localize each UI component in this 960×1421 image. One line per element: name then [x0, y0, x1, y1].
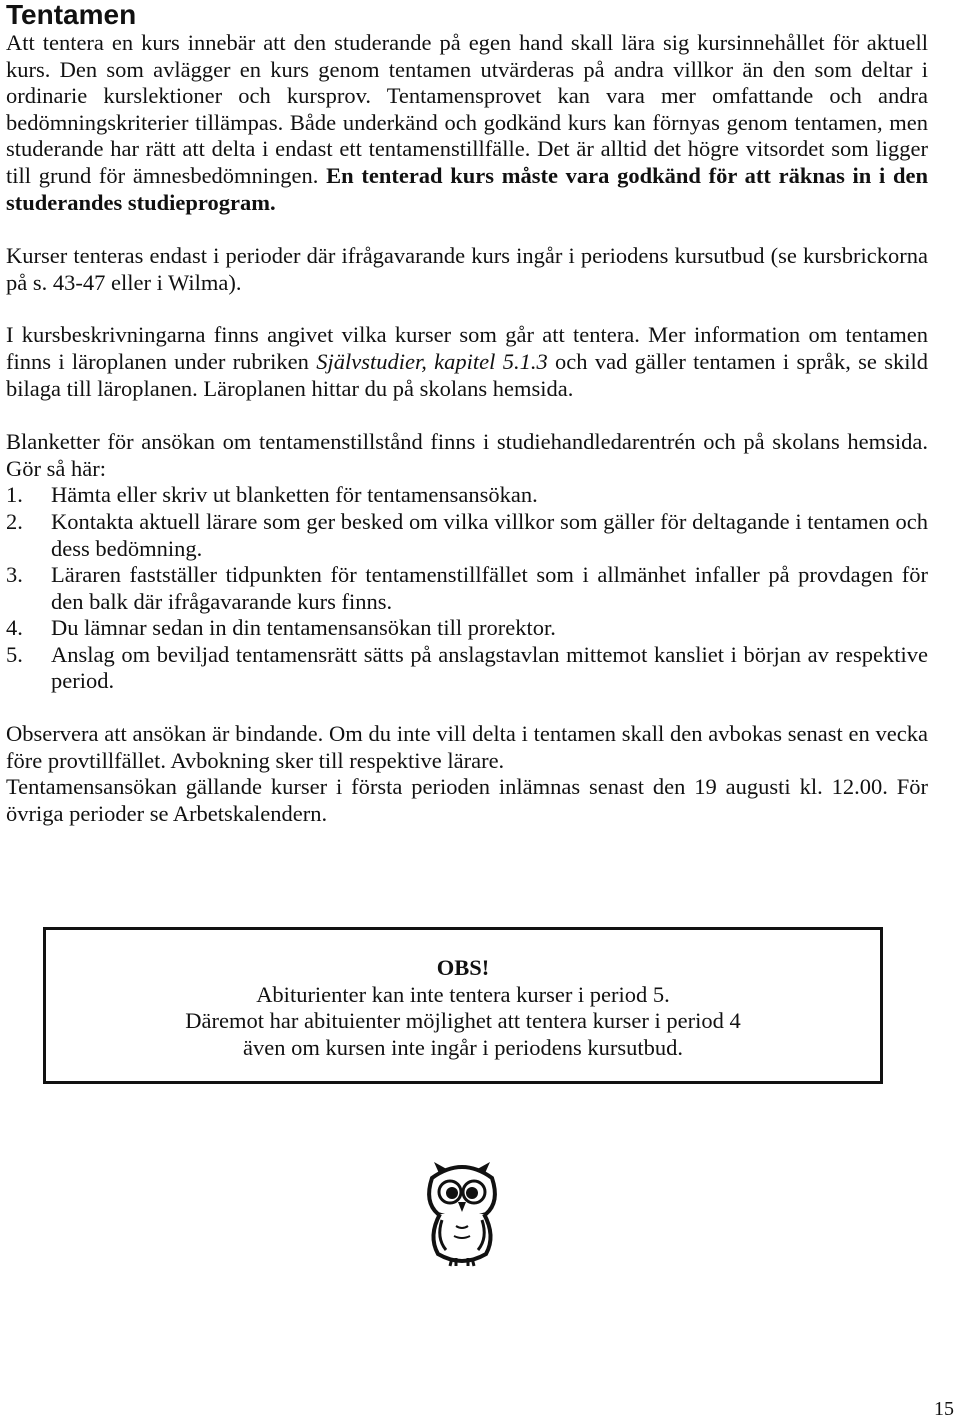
- paragraph-binding: Observera att ansökan är bindande. Om du inte vill delta i tentamen skall den avbokas senast en vecka före provtillfället. Avbokning sker till respektive lärare.: [6, 721, 928, 773]
- curriculum-reference: Självstudier, kapitel 5.1.3: [316, 348, 548, 374]
- paragraph-deadline: Tentamensansökan gällande kurser i första perioden inlämnas senast den 19 augusti kl. 12.00. För övriga perioder se Arbetskalendern.: [6, 774, 928, 826]
- owl-icon: [412, 1150, 512, 1280]
- page-title: Tentamen: [6, 0, 137, 30]
- obs-title: OBS!: [436, 955, 490, 980]
- bold-statement: En tenterad kurs måste vara godkänd för att räknas in i den studerandes studieprogram.: [6, 162, 928, 215]
- obs-line: Abiturienter kan inte tentera kurser i period 5.: [256, 981, 670, 1007]
- page-number: 15: [934, 1398, 954, 1420]
- list-item: 1. Hämta eller skriv ut blanketten för tentamensansökan.: [6, 482, 538, 508]
- list-item: 3. Läraren fastställer tidpunkten för tentamenstillfället som i allmänhet infaller på provdagen för den balk där ifrågavarande kurs finns.: [6, 562, 928, 614]
- paragraph-course-descriptions: I kursbeskrivningarna finns angivet vilka kurser som går att tentera. Mer information om tentamen finns i läroplanen under rubriken Självstudier, kapitel 5.1.3 och vad gäller tentamen i språk, se skild bilaga till läroplanen. Läroplanen hittar du på skolans hemsida.: [6, 322, 928, 401]
- document-page: [6, 0, 928, 827]
- list-item: 4. Du lämnar sedan in din tentamensansökan till prorektor.: [6, 615, 556, 641]
- paragraph-periods: Kurser tenteras endast i perioder där ifrågavarande kurs ingår i periodens kursutbud (se kursbrickorna på s. 43-47 eller i Wilma).: [6, 243, 928, 295]
- list-item: 5. Anslag om beviljad tentamensrätt sätts på anslagstavlan mittemot kansliet i början av respektive period.: [6, 641, 928, 694]
- list-item: 2. Kontakta aktuell lärare som ger besked om vilka villkor som gäller för deltagande i tentamen och dess bedömning.: [6, 508, 928, 561]
- paragraph-forms: Blanketter för ansökan om tentamenstillstånd finns i studiehandledarentrén och på skolans hemsida. Gör så här:: [6, 429, 928, 481]
- obs-line: Däremot har abituienter möjlighet att tentera kurser i period 4: [185, 1008, 741, 1034]
- obs-line: även om kursen inte ingår i periodens kursutbud.: [243, 1034, 683, 1060]
- obs-notice-box: [43, 927, 883, 1084]
- paragraph-intro: Att tentera en kurs innebär att den studerande på egen hand skall lära sig kursinnehållet för aktuell kurs. Den som avlägger en kurs genom tentamen utvärderas på andra villkor än den som deltar i ordinarie kurslektioner och kursprov. Tentamensprovet kan vara mer omfattande och andra bedömningskriterier tillämpas. Både underkänd och godkänd kurs kan förnyas genom tentamen, men studerande har rätt att delta i endast ett tentamenstillfälle. Det är alltid det högre vitsordet som ligger till grund för ämnesbedömningen. En tenterad kurs måste vara godkänd för att räknas in i den studerandes studieprogram.: [6, 30, 928, 215]
- steps-list: [6, 482, 928, 695]
